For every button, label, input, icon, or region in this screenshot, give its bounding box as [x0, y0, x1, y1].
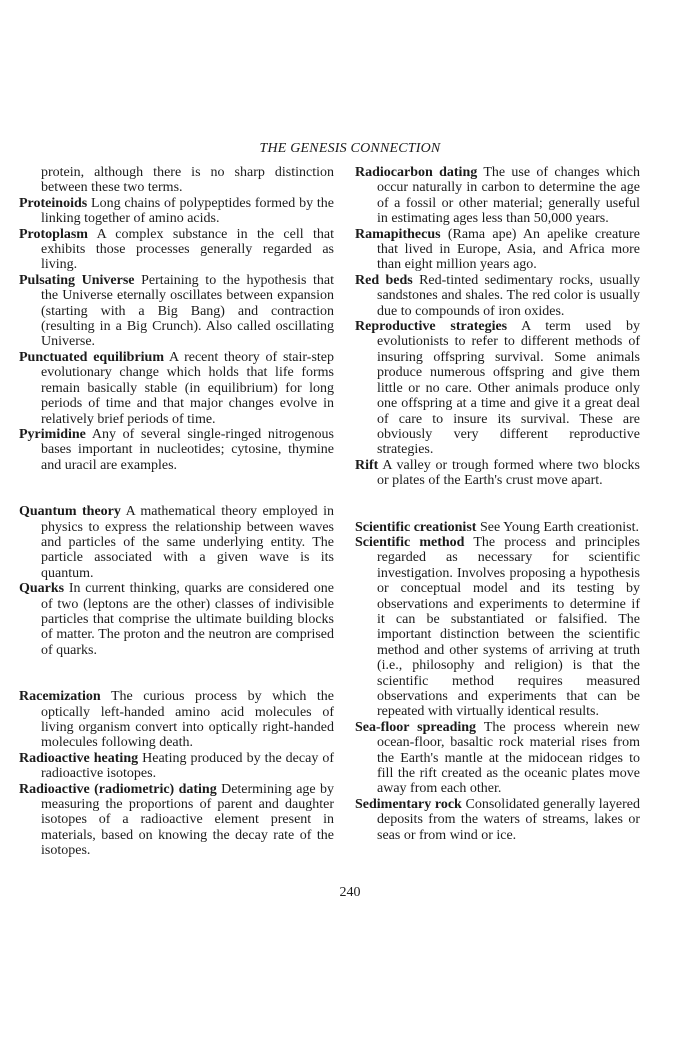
glossary-entry-proteinoids	[19, 196, 334, 227]
term: Proteinoids	[19, 195, 88, 211]
glossary-entry-reproductive-strategies	[355, 319, 640, 458]
definition: A valley or trough formed where two blocks or plates of the Earth's crust move apart.	[377, 457, 640, 489]
glossary-entry-pulsating-universe	[19, 273, 334, 350]
definition: A complex substance in the cell that exhibits those processes generally regarded as living.	[41, 226, 334, 273]
definition: Pertaining to the hypothesis that the Universe eternally oscillates between expansion (starting with a Big Bang) and contraction (resulting in a Big Crunch). Also called oscillating Universe.	[41, 272, 335, 350]
term: Racemization	[19, 689, 101, 705]
definition: A mathematical theory employed in physics to express the relationship between waves and particles of the same underlying entity. The particle associated with a given wave is its quantum.	[41, 504, 335, 581]
glossary-entry-ramapithecus	[355, 227, 640, 273]
definition: A term used by evolutionists to refer to different methods of insuring offspring survival. Some animals produce numerous offspring and give them little or no care. Other animals produce only one offspring at a time and give it a great deal of care to insure its survival. These are obviously very different reproductive strategies.	[377, 319, 641, 458]
term: Radioactive heating	[19, 750, 139, 766]
definition: Long chains of polypeptides formed by the linking together of amino acids.	[41, 195, 335, 227]
glossary-entry-protoplasm	[19, 227, 334, 273]
right-column	[355, 165, 640, 843]
term: Protoplasm	[19, 226, 88, 242]
glossary-entry-radiocarbon-dating	[355, 165, 640, 227]
term: Red beds	[355, 272, 413, 288]
glossary-entry-sea-floor-spreading	[355, 720, 640, 797]
term: Quarks	[19, 581, 65, 597]
definition: The use of changes which occur naturally in carbon to determine the age of a fossil or other material; generally useful in estimating ages less than 50,000 years.	[377, 165, 640, 227]
term: Ramapithecus	[355, 226, 441, 242]
section-gap	[19, 473, 334, 504]
definition: Any of several single-ringed nitrogenous bases important in nucleotides; cytosine, thymine and uracil are examples.	[41, 426, 335, 473]
glossary-entry-red-beds	[355, 273, 640, 319]
glossary-entry-pyrimidine	[19, 427, 334, 473]
definition: Consolidated generally layered deposits from the waters of streams, lakes or seas or from wind or ice.	[377, 796, 640, 843]
section-gap	[355, 489, 640, 520]
definition: The curious process by which the optically left-handed amino acid molecules of living organism convert into optically right-handed molecules following death.	[41, 689, 334, 751]
glossary-entry-radioactive-dating	[19, 782, 334, 859]
definition: (Rama ape) An apelike creature that lived in Europe, Asia, and Africa more than eight million years ago.	[377, 226, 640, 273]
term: Sedimentary rock	[355, 796, 462, 812]
definition: Heating produced by the decay of radioactive isotopes.	[41, 750, 334, 782]
term: Sea-floor spreading	[355, 719, 477, 735]
continuation-text: protein, although there is no sharp distinction between these two terms.	[41, 165, 334, 196]
definition: In current thinking, quarks are considered one of two (leptons are the other) classes of indivisible particles that comprise the ultimate building blocks of matter. The proton and the neutron are comprised of quarks.	[41, 581, 334, 658]
term: Pyrimidine	[19, 426, 86, 442]
glossary-entry-rift	[355, 458, 640, 489]
glossary-entry-scientific-method	[355, 535, 640, 720]
glossary-entry-punctuated-equilibrium	[19, 350, 334, 427]
glossary-entry-scientific-creationist	[355, 520, 640, 535]
definition: Red-tinted sedimentary rocks, usually sandstones and shales. The red color is usually due to compounds of iron oxides.	[377, 272, 640, 319]
definition: The process and principles regarded as necessary for scientific investigation. Involves proposing a hypothesis or conceptual model and its testing by observations and experiments to determine if it can be substantiated or falsified. The important distinction between the scientific method and other systems of arriving at truth (i.e., philosophy and religion) is that the scientific method requires measured observations and experiments that can be repeated with virtually identical results.	[377, 534, 640, 720]
definition: See Young Earth creationist.	[479, 519, 639, 535]
term: Punctuated equilibrium	[19, 349, 164, 365]
definition: The process wherein new ocean-floor, basaltic rock material rises from the Earth's mantle at the midocean ridges to fill the rift created as the oceanic plates move away from each other.	[377, 719, 641, 797]
term: Radioactive (radiometric) dating	[19, 781, 217, 797]
term: Scientific method	[355, 534, 465, 550]
running-head: THE GENESIS CONNECTION	[259, 141, 441, 156]
term: Scientific creationist	[355, 519, 477, 535]
glossary-entry-sedimentary-rock	[355, 797, 640, 843]
glossary-entry-quarks	[19, 581, 334, 658]
term: Pulsating Universe	[19, 272, 135, 288]
glossary-entry-racemization	[19, 689, 334, 751]
definition: Determining age by measuring the proportions of parent and daughter isotopes of a radioactive element present in materials, based on knowing the decay rate of the isotopes.	[41, 781, 335, 859]
section-gap	[19, 658, 334, 689]
definition: A recent theory of stair-step evolutionary change which holds that life forms remain basically stable (in equilibrium) for long periods of time and that major changes evolve in relatively brief periods of time.	[41, 349, 334, 427]
term: Radiocarbon dating	[355, 165, 478, 180]
term: Reproductive strategies	[355, 319, 508, 335]
glossary-entry-quantum-theory	[19, 504, 334, 581]
glossary-entry-radioactive-heating	[19, 751, 334, 782]
term: Quantum theory	[19, 504, 121, 520]
term: Rift	[355, 457, 379, 473]
left-column	[19, 165, 334, 859]
page-number: 240	[339, 885, 361, 900]
